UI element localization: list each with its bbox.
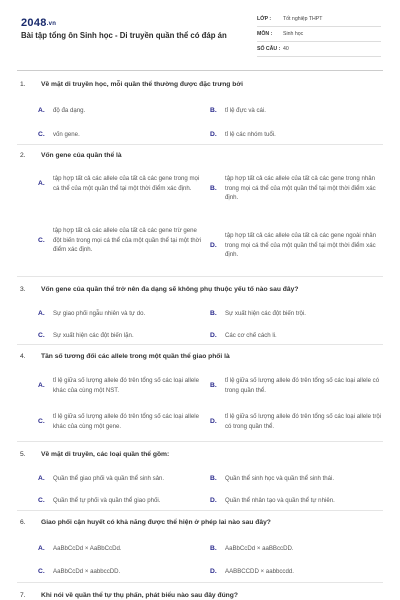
option-a[interactable]: A. tập hợp tất cả các allele của tất cả các gene trong mọi cá thể của một quần thể tại một thời điểm xác định. [38, 175, 200, 192]
option-c[interactable]: C. Sự xuất hiện các đột biến lặn. [38, 332, 134, 340]
info-table [257, 12, 381, 57]
info-value: Tốt nghiệp THPT [283, 16, 323, 22]
question-1 [20, 81, 382, 139]
document-header [0, 0, 400, 66]
option-b[interactable]: B. tỉ lệ đực và cái. [210, 107, 266, 115]
info-value: Sinh học [283, 31, 304, 37]
info-label: LỚP : [257, 16, 272, 22]
question-2 [20, 152, 382, 269]
question-5 [20, 451, 382, 508]
question-7 [20, 592, 382, 599]
info-label: MÔN : [257, 31, 273, 37]
option-b[interactable]: B. tập hợp tất cả các allele của tất cả các gene trong nhân trong mọi cá thể của một quần thể tại một thời điểm xác định. [210, 175, 376, 202]
question-text: 6. Giao phối cận huyết có khả năng được thể hiện ở phép lai nào sau đây? [20, 519, 271, 526]
question-3 [20, 286, 382, 343]
option-b[interactable]: B. Quần thể sinh học và quần thể sinh thái. [210, 475, 335, 483]
question-divider [17, 344, 383, 345]
option-b[interactable]: B. tỉ lệ giữa số lượng allele đó trên tổng số các loại allele có trong quần thể. [210, 377, 380, 394]
info-row-class [257, 12, 381, 27]
question-4 [20, 353, 382, 440]
option-b[interactable]: B. Sự xuất hiện các đột biến trội. [210, 310, 306, 318]
option-a[interactable]: A. tỉ lệ giữa số lượng allele đó trên tổng số các loại allele khác của cùng một NST. [38, 377, 199, 394]
question-divider [17, 276, 383, 277]
option-c[interactable]: C. AaBbCcDd × aabbccDD. [38, 568, 121, 576]
document-title: Bài tập tổng ôn Sinh học - Di truyền quần thể có đáp án [21, 31, 227, 40]
option-d[interactable]: D. AABBCCDD × aabbccdd. [210, 568, 294, 576]
question-text: 4. Tần số tương đối các allele trong một quần thể giao phối là [20, 353, 230, 360]
info-value: 40 [283, 46, 289, 52]
header-divider [17, 70, 383, 71]
options [20, 88, 382, 139]
options [20, 526, 382, 576]
options [20, 360, 382, 440]
option-d[interactable]: D. Các cơ chế cách li. [210, 332, 277, 340]
info-row-subject [257, 27, 381, 42]
info-label: SỐ CÂU : [257, 46, 281, 52]
option-a[interactable]: A. độ đa dạng. [38, 107, 86, 115]
option-d[interactable]: D. tỉ lệ các nhóm tuổi. [210, 131, 276, 139]
option-b[interactable]: B. AaBbCcDd × aaBBccDD. [210, 545, 294, 553]
question-text: 2. Vốn gene của quần thể là [20, 152, 122, 159]
info-row-count [257, 42, 381, 57]
option-c[interactable]: C. Quần thể tự phối và quần thể giao phối. [38, 497, 161, 505]
question-text: 7. Khi nói về quần thể tự thụ phấn, phát biểu nào sau đây đúng? [20, 592, 238, 599]
option-d[interactable]: D. tỉ lệ giữa số lượng allele đó trên tổng số các loại allele trội có trong quần thể. [210, 413, 382, 430]
option-c[interactable]: C. vốn gene. [38, 131, 80, 139]
question-text: 5. Về mặt di truyền, các loại quần thể gồm: [20, 451, 170, 458]
site-logo[interactable]: 2048.vn [21, 17, 57, 29]
option-c[interactable]: C. tập hợp tất cả các allele của tất cả các gene trừ gene đột biến trong mọi cá thể của một quần thể tại một thời điểm xác định. [38, 227, 201, 254]
options [20, 458, 382, 508]
question-6 [20, 519, 382, 576]
option-a[interactable]: A. Quần thể giao phối và quần thể sinh sản. [38, 475, 165, 483]
question-divider [17, 510, 383, 511]
option-a[interactable]: A. Sự giao phối ngẫu nhiên và tự do. [38, 310, 146, 318]
option-d[interactable]: D. tập hợp tất cả các allele của tất cả các gene ngoài nhân trong mọi cá thể của một quần thể tại một thời điểm xác định. [210, 232, 377, 259]
question-text: 1. Về mặt di truyền học, mỗi quần thể thường được đặc trưng bởi [20, 81, 243, 88]
question-divider [17, 441, 383, 442]
question-divider [17, 144, 383, 145]
question-divider [17, 582, 383, 583]
options [20, 293, 382, 343]
option-d[interactable]: D. Quần thể nhân tạo và quần thể tự nhiên. [210, 497, 335, 505]
option-c[interactable]: C. tỉ lệ giữa số lượng allele đó trên tổng số các loại allele khác của cùng một gene. [38, 413, 199, 430]
question-text: 3. Vốn gene của quần thể trở nên đa dạng sẽ không phụ thuộc yếu tố nào sau đây? [20, 286, 299, 293]
option-a[interactable]: A. AaBbCcDd × AaBbCcDd. [38, 545, 122, 553]
options [20, 159, 382, 269]
